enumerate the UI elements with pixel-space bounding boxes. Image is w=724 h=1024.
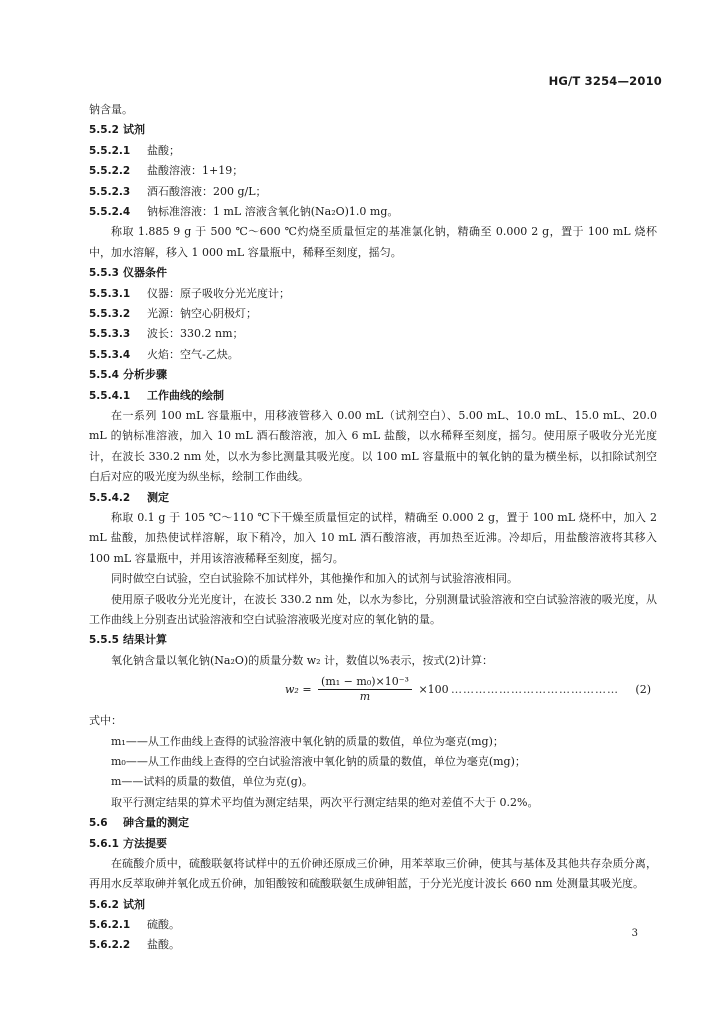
- clause-number: 5.6.2.1: [89, 919, 131, 932]
- clause-title: 仪器条件: [123, 266, 167, 280]
- clause-text: 酒石酸溶液：200 g/L；: [147, 184, 267, 198]
- paragraph-determination-1: 称取 0.1 g 于 105 ℃～110 ℃下干燥至质量恒定的试样，精确至 0.000 2 g，置于 100 mL 烧杯中，加入 2 mL 盐酸，加热使试样溶解，取下稍冷，加入 10 mL 酒石酸溶液，再加热至近沸。冷却后，用盐酸溶液将其移入 100 mL 容量瓶中，并用该溶液稀释至刻度，摇匀。: [89, 510, 657, 565]
- clause-number: 5.5.3.2: [89, 307, 131, 320]
- clause-number: 5.5.4: [89, 369, 119, 382]
- where-label: 式中：: [89, 714, 122, 728]
- section-heading: [89, 386, 657, 406]
- formula-denominator: m: [359, 690, 371, 704]
- formula-lhs: w₂ =: [285, 683, 312, 697]
- paragraph-working-curve: 在一系列 100 mL 容量瓶中，用移液管移入 0.00 mL（试剂空白）、5.00 mL、10.0 mL、15.0 mL、20.0 mL 的钠标准溶液，加入 10 mL 酒石酸溶液，加入 6 mL 盐酸，以水稀释至刻度，摇匀。使用原子吸收分光光度计，在波长 330.2 nm 处，以水为参比测量其吸光度。以 100 mL 容量瓶中的氧化钠的量为横坐标，以扣除试剂空白后对应的吸光度为纵坐标，绘制工作曲线。: [89, 408, 657, 484]
- clause-number: 5.5.2.1: [89, 144, 131, 157]
- clause-number: 5.5.4.1: [89, 389, 131, 402]
- standard-code: HG/T 3254—2010: [548, 74, 662, 88]
- variable-definition: m——试料的质量的数值，单位为克(g)。: [111, 775, 314, 789]
- clause-number: 5.5.2.2: [89, 165, 131, 178]
- section-heading: [89, 365, 657, 385]
- formula-expression: [285, 675, 449, 704]
- clause-text: 仪器：原子吸收分光光度计；: [147, 286, 290, 300]
- clause-text: 盐酸；: [147, 143, 180, 157]
- clause-line: [89, 935, 657, 955]
- clause-number: 5.6.2.2: [89, 939, 131, 952]
- clause-number: 5.5.4.2: [89, 491, 131, 504]
- clause-text: 盐酸溶液：1+19；: [147, 164, 244, 178]
- document-body: [89, 100, 657, 956]
- clause-line: [89, 915, 657, 935]
- clause-title: 分析步骤: [123, 368, 167, 382]
- clause-number: 5.5.2.3: [89, 185, 131, 198]
- clause-title: 试剂: [123, 123, 145, 137]
- text-line: 钠含量。: [89, 103, 133, 116]
- clause-number: 5.5.2.4: [89, 205, 131, 218]
- equation-number: (2): [635, 683, 651, 697]
- clause-title: 工作曲线的绘制: [147, 388, 224, 402]
- paragraph-determination-2: 同时做空白试验，空白试验除不加试样外，其他操作和加入的试剂与试验溶液相同。: [111, 572, 518, 586]
- clause-text: 钠标准溶液：1 mL 溶液含氧化钠(Na₂O)1.0 mg。: [147, 204, 399, 218]
- formula-numerator: (m₁ − m₀)×10⁻³: [318, 675, 412, 690]
- clause-number: 5.6.1: [89, 837, 119, 850]
- clause-title: 测定: [147, 490, 169, 504]
- paragraph-weigh-standard: 称取 1.885 9 g 于 500 ℃～600 ℃灼烧至质量恒定的基准氯化钠，精确至 0.000 2 g，置于 100 mL 烧杯中，加水溶解，移入 1 000 mL 容量瓶中，稀释至刻度，摇匀。: [89, 225, 657, 259]
- clause-text: 火焰：空气-乙炔。: [147, 347, 239, 361]
- clause-number: 5.5.2: [89, 124, 119, 137]
- section-heading: [89, 488, 657, 508]
- page-number: 3: [631, 928, 638, 939]
- clause-number: 5.5.3.3: [89, 328, 131, 341]
- clause-title: 砷含量的测定: [123, 816, 189, 830]
- section-heading: [89, 630, 657, 650]
- section-heading: [89, 120, 657, 140]
- clause-title: 结果计算: [123, 633, 167, 647]
- formula-rhs: ×100: [418, 683, 449, 697]
- clause-line: [89, 345, 657, 365]
- clause-line: [89, 324, 657, 344]
- section-heading: [89, 263, 657, 283]
- clause-line: [89, 304, 657, 324]
- clause-title: 试剂: [123, 897, 145, 911]
- clause-number: 5.5.3: [89, 267, 119, 280]
- clause-text: 光源：钠空心阴极灯；: [147, 306, 257, 320]
- formula-2: [89, 673, 657, 707]
- clause-line: [89, 284, 657, 304]
- clause-number: 5.6.2: [89, 898, 119, 911]
- clause-line: [89, 161, 657, 181]
- paragraph-parallel-results: 取平行测定结果的算术平均值为测定结果，两次平行测定结果的绝对差值不大于 0.2%。: [111, 795, 539, 809]
- section-heading: [89, 813, 657, 833]
- formula-fraction: [318, 675, 412, 704]
- section-heading: [89, 895, 657, 915]
- clause-number: 5.5.3.1: [89, 287, 131, 300]
- clause-text: 硫酸。: [147, 918, 180, 932]
- variable-definition: m₀——从工作曲线上查得的空白试验溶液中氧化钠的质量的数值，单位为毫克(mg)；: [111, 754, 526, 768]
- paragraph-calculation: 氧化钠含量以氧化钠(Na₂O)的质量分数 w₂ 计，数值以%表示，按式(2)计算：: [111, 653, 494, 667]
- clause-line: [89, 141, 657, 161]
- clause-line: [89, 182, 657, 202]
- clause-text: 波长：330.2 nm；: [147, 327, 244, 341]
- clause-text: 盐酸。: [147, 938, 180, 952]
- clause-number: 5.5.5: [89, 634, 119, 647]
- section-heading: [89, 834, 657, 854]
- clause-number: 5.6: [89, 817, 108, 830]
- dot-leader: ……………………………………: [451, 683, 619, 697]
- clause-number: 5.5.3.4: [89, 348, 131, 361]
- variable-definition: m₁——从工作曲线上查得的试验溶液中氧化钠的质量的数值，单位为毫克(mg)；: [111, 734, 504, 748]
- clause-line: [89, 202, 657, 222]
- paragraph-determination-3: 使用原子吸收分光光度计，在波长 330.2 nm 处，以水为参比，分别测量试验溶液和空白试验溶液的吸光度，从工作曲线上分别查出试验溶液和空白试验溶液吸光度对应的氧化钠的量。: [89, 592, 657, 626]
- clause-title: 方法提要: [123, 836, 167, 850]
- paragraph-method-summary: 在硫酸介质中，硫酸联氨将试样中的五价砷还原成三价砷，用苯萃取三价砷，使其与基体及其他共存杂质分离，再用水反萃取砷并氧化成五价砷，加钼酸铵和硫酸联氨生成砷钼蓝，于分光光度计波长 660 nm 处测量其吸光度。: [89, 856, 657, 891]
